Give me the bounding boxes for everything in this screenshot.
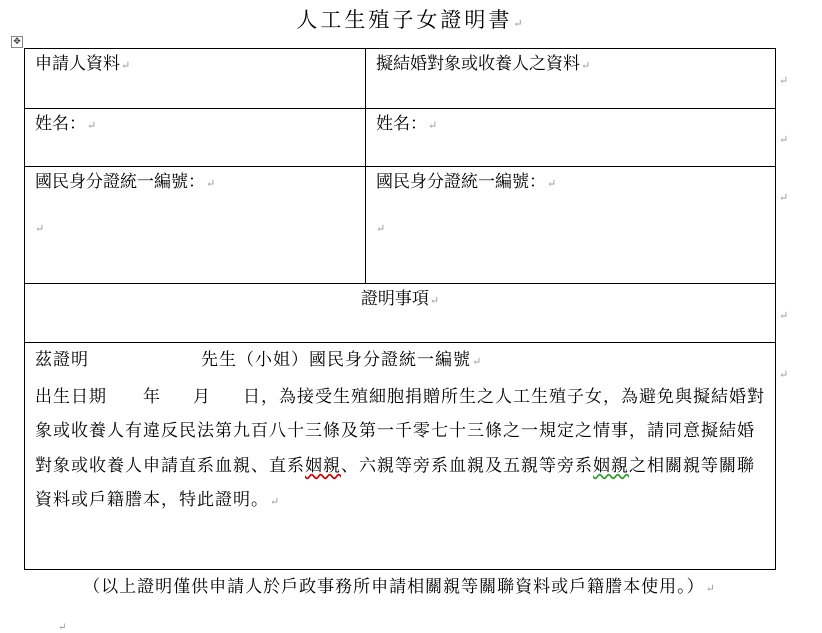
applicant-header-label: 申請人資料 bbox=[35, 54, 120, 74]
spellcheck-flagged-word[interactable]: 姻親 bbox=[305, 455, 341, 476]
applicant-name-cell[interactable] bbox=[25, 109, 366, 167]
row-end-mark-icon: ↵ bbox=[779, 368, 789, 381]
row-end-mark-icon: ↵ bbox=[779, 309, 789, 322]
table-move-handle-icon[interactable]: ✥ bbox=[11, 36, 23, 48]
spouse-header-label: 擬結婚對象或收養人之資料 bbox=[376, 54, 580, 74]
paragraph-mark-icon: ↵ bbox=[270, 495, 281, 508]
footnote: （以上證明僅供申請人於戶政事務所申請相關親等關聯資料或戶籍謄本使用。）↵ bbox=[83, 577, 716, 597]
applicant-header-cell[interactable] bbox=[25, 49, 366, 109]
row-end-mark-icon: ↵ bbox=[779, 74, 789, 87]
paragraph-mark-icon: ↵ bbox=[35, 222, 45, 235]
cert-body-text: 之相關親等關聯資料或戶籍謄本，特此證明。 bbox=[35, 455, 755, 510]
applicant-name-label: 姓名： bbox=[35, 114, 86, 134]
paragraph-mark-icon: ↵ bbox=[206, 177, 216, 190]
row-end-mark-icon: ↵ bbox=[779, 191, 789, 204]
applicant-id-label: 國民身分證統一編號： bbox=[35, 172, 205, 192]
paragraph-mark-icon: ↵ bbox=[428, 119, 438, 132]
dob-day-label: 日 bbox=[243, 386, 261, 407]
table-row bbox=[25, 49, 776, 109]
paragraph-mark-icon: ↵ bbox=[472, 355, 483, 368]
table-row bbox=[25, 167, 776, 284]
paragraph-mark-icon: ↵ bbox=[376, 222, 386, 235]
document-title: 人工生殖子女證明書↵ bbox=[296, 8, 526, 32]
dob-month-label: 月 bbox=[193, 386, 211, 407]
table-row bbox=[25, 284, 776, 343]
paragraph-mark-icon: ↵ bbox=[581, 59, 591, 72]
paragraph-mark-icon: ↵ bbox=[547, 177, 557, 190]
paragraph-mark-icon: ↵ bbox=[429, 294, 440, 307]
grammar-flagged-word[interactable]: 姻親 bbox=[593, 455, 629, 476]
spouse-id-cell[interactable] bbox=[366, 167, 776, 284]
dob-label: 出生日期 bbox=[35, 386, 107, 407]
spouse-id-label: 國民身分證統一編號： bbox=[376, 172, 546, 192]
section-title-cell[interactable] bbox=[25, 284, 776, 343]
paragraph-mark-icon: ↵ bbox=[87, 119, 97, 132]
paragraph-mark-icon: ↵ bbox=[705, 582, 716, 595]
row-end-mark-icon: ↵ bbox=[779, 133, 789, 146]
applicant-id-cell[interactable] bbox=[25, 167, 366, 284]
paragraph-mark-icon: ↵ bbox=[58, 622, 67, 633]
cert-body-text: 、六親等旁系血親及五親等旁系 bbox=[341, 455, 593, 476]
paragraph-mark-icon: ↵ bbox=[121, 59, 131, 72]
dob-year-label: 年 bbox=[143, 386, 161, 407]
section-title: 證明事項 bbox=[360, 289, 429, 309]
spouse-header-cell[interactable] bbox=[366, 49, 776, 109]
paragraph-mark-icon: ↵ bbox=[513, 17, 526, 30]
cert-title-id-text: 先生（小姐）國民身分證統一編號 bbox=[201, 350, 471, 370]
cert-body-text: ，為接受生殖細胞捐贈所生之人工生殖子女，為避免與擬結婚對象或收養人有違反民法第九百八十三條及第一千零七十三條之一規定之情事，請同意擬結婚對象或收養人申請直系血親、直系 bbox=[35, 386, 765, 476]
cert-prefix: 茲證明 bbox=[35, 350, 89, 370]
certificate-table bbox=[24, 48, 776, 570]
spouse-name-cell[interactable] bbox=[366, 109, 776, 167]
table-row bbox=[25, 343, 776, 570]
table-row bbox=[25, 109, 776, 167]
certification-body-cell[interactable] bbox=[25, 343, 776, 570]
spouse-name-label: 姓名： bbox=[376, 114, 427, 134]
